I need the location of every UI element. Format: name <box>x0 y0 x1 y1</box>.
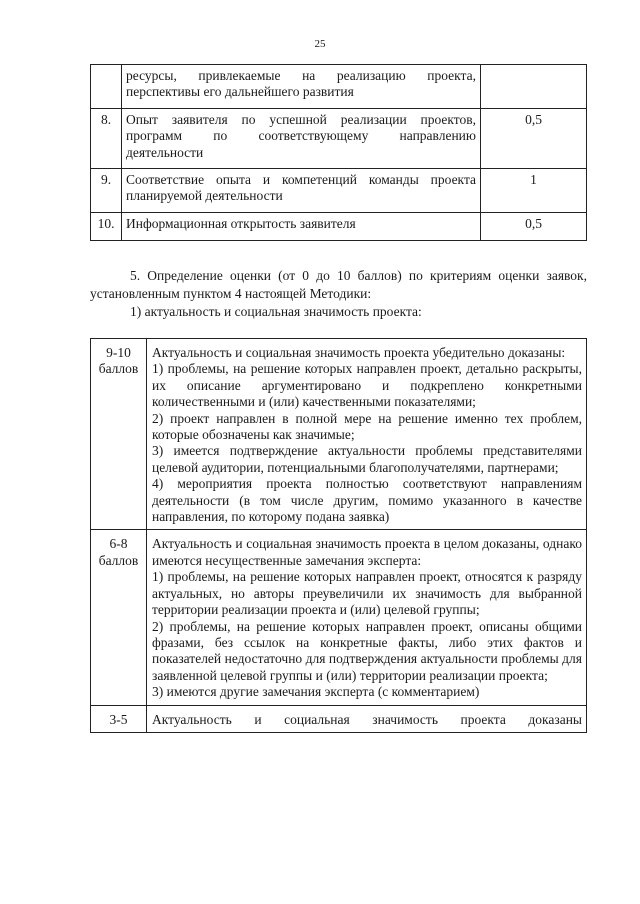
criterion-line: Соответствие опыта и компетенций команды проекта <box>126 172 476 187</box>
score-range: 3-5 <box>109 711 128 727</box>
score-cell <box>91 339 147 530</box>
criterion-weight: 0,5 <box>481 109 587 169</box>
description-line: 2) проект направлен в полной мере на решение именно тех проблем, которые обозначены как значимые; <box>152 410 582 443</box>
criterion-line: деятельности <box>126 144 204 160</box>
description-line: Актуальность и социальная значимость проекта убедительно доказаны: <box>152 345 566 360</box>
table-row <box>91 169 587 213</box>
criterion-text <box>122 109 481 169</box>
row-number: 8. <box>91 109 122 169</box>
score-cell <box>91 530 147 705</box>
score-range: 6-8 <box>109 536 128 552</box>
table-row <box>91 109 587 169</box>
row-number: 10. <box>91 213 122 241</box>
criterion-line: программ по соответствующему направлению <box>126 128 476 144</box>
table-row <box>91 705 587 732</box>
row-number: 9. <box>91 169 122 213</box>
description-line: 4) мероприятия проекта полностью соответствуют направлениям деятельности (в том числе другим, помимо указанного в качестве направления, по которому подана заявка) <box>152 476 582 525</box>
table-row <box>91 213 587 241</box>
criterion-line: планируемой деятельности <box>126 188 283 204</box>
criterion-line: перспективы его дальнейшего развития <box>126 84 354 100</box>
score-description <box>147 530 587 705</box>
table-row <box>91 65 587 109</box>
criterion-weight: 0,5 <box>481 213 587 241</box>
criterion-line: Информационная открытость заявителя <box>126 216 356 231</box>
criterion-text <box>122 65 481 109</box>
table-row <box>91 530 587 705</box>
criterion-weight: 1 <box>481 169 587 213</box>
score-unit: баллов <box>98 361 139 377</box>
description-line: 3) имеется подтверждение актуальности проблемы представителями целевой аудитории, потенциальными благополучателями, партнерами; <box>152 443 582 475</box>
score-cell <box>91 705 147 732</box>
criterion-text <box>122 169 481 213</box>
description-line: 3) имеются другие замечания эксперта (с комментарием) <box>152 684 480 700</box>
section-paragraph: 5. Определение оценки (от 0 до 10 баллов) по критериям оценки заявок, установленным пунктом 4 настоящей Методики: <box>90 268 587 301</box>
page-number: 25 <box>314 38 326 50</box>
score-range: 9-10 <box>106 345 131 360</box>
criterion-line: ресурсы, привлекаемые на реализацию проекта, <box>126 68 476 83</box>
criteria-weights-table <box>90 64 587 241</box>
row-number <box>91 65 122 109</box>
score-unit: баллов <box>98 552 139 568</box>
relevance-scoring-table <box>90 338 587 733</box>
description-line: Актуальность и социальная значимость проекта доказаны <box>152 711 582 727</box>
score-description <box>147 705 587 732</box>
description-line: 2) проблемы, на решение которых направлен проект, описаны общими фразами, без ссылок на конкретные факты, либо этих фактов и показателей недостаточно для подтверждения актуальности проблемы для заявленной целевой группы и (или) территории реализации проекта; <box>152 618 582 683</box>
table-row <box>91 339 587 530</box>
description-line: Актуальность и социальная значимость проекта в целом доказаны, однако имеются несущественные замечания эксперта: <box>152 536 582 568</box>
criterion-text <box>122 213 481 241</box>
score-description <box>147 339 587 530</box>
description-line: 1) проблемы, на решение которых направлен проект, детально раскрыты, их описание аргументировано и подкреплено конкретными количественными и (или) качественными показателями; <box>152 361 582 410</box>
description-line: 1) проблемы, на решение которых направлен проект, относятся к разряду актуальных, но авторы преувеличили их значимость для выбранной территории реализации проекта и (или) целевой группы; <box>152 569 582 618</box>
criterion-weight <box>481 65 587 109</box>
criterion-line: Опыт заявителя по успешной реализации проектов, <box>126 112 476 127</box>
subsection-heading: 1) актуальность и социальная значимость проекта: <box>130 304 422 319</box>
